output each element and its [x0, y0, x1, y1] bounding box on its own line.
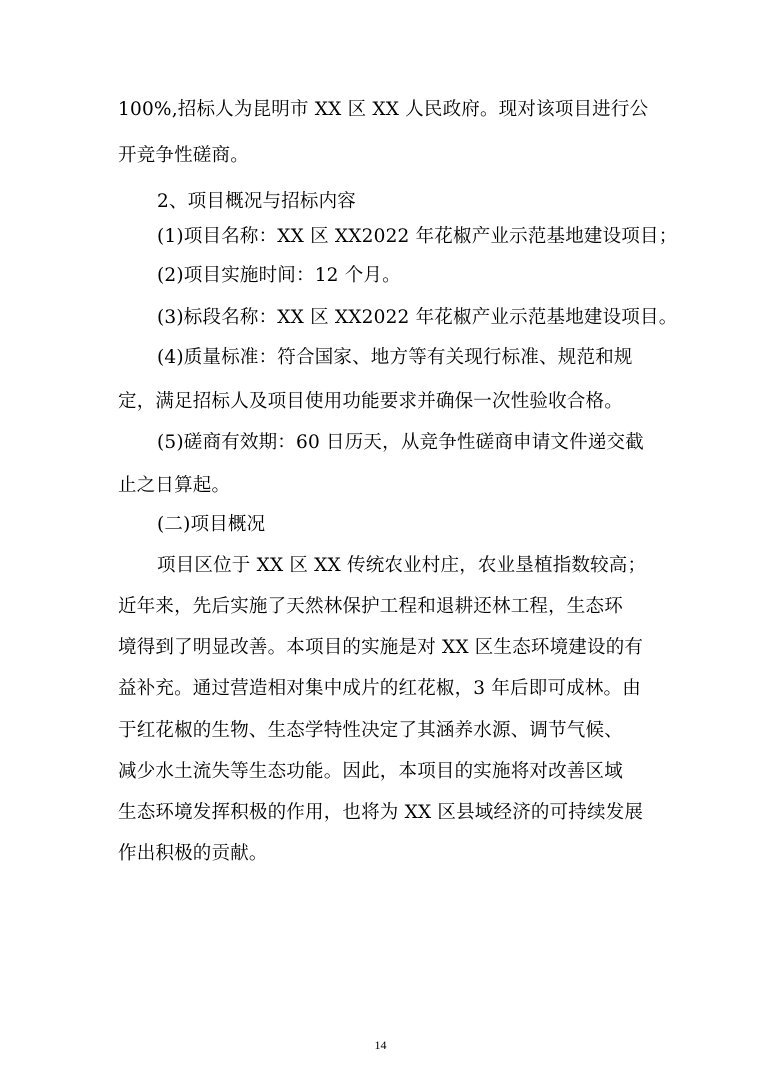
text-line: 项目区位于 XX 区 XX 传统农业村庄，农业垦植指数较高； — [157, 555, 647, 576]
text-line: 定，满足招标人及项目使用功能要求并确保一次性验收合格。 — [118, 391, 623, 412]
text-line: 近年来，先后实施了天然林保护工程和退耕还林工程，生态环 — [118, 596, 623, 617]
text-line: 开竞争性磋商。 — [118, 145, 249, 166]
section-heading: (二)项目概况 — [157, 514, 266, 535]
text-line: 境得到了明显改善。本项目的实施是对 XX 区生态环境建设的有 — [118, 637, 644, 658]
text-line: (5)磋商有效期：60 日历天，从竞争性磋商申请文件递交截 — [157, 432, 644, 453]
text-line: 于红花椒的生物、生态学特性决定了其涵养水源、调节气候、 — [118, 720, 623, 741]
text-line: (4)质量标准：符合国家、地方等有关现行标准、规范和规 — [157, 347, 633, 368]
text-line: 止之日算起。 — [118, 475, 231, 496]
text-line: 减少水土流失等生态功能。因此，本项目的实施将对改善区域 — [118, 761, 623, 782]
text-line: (1)项目名称：XX 区 XX2022 年花椒产业示范基地建设项目； — [157, 226, 678, 247]
text-line: 100%,招标人为昆明市 XX 区 XX 人民政府。现对该项目进行公 — [118, 99, 649, 120]
text-line: 益补充。通过营造相对集中成片的红花椒，3 年后即可成林。由 — [118, 678, 641, 699]
text-line: (2)项目实施时间：12 个月。 — [157, 265, 401, 286]
section-heading: 2、项目概况与招标内容 — [157, 191, 356, 212]
text-line: 生态环境发挥积极的作用，也将为 XX 区县域经济的可持续发展 — [118, 802, 644, 823]
text-line: 作出积极的贡献。 — [118, 843, 268, 864]
text-line: (3)标段名称：XX 区 XX2022 年花椒产业示范基地建设项目。 — [157, 307, 678, 328]
page-number: 14 — [374, 1038, 387, 1052]
